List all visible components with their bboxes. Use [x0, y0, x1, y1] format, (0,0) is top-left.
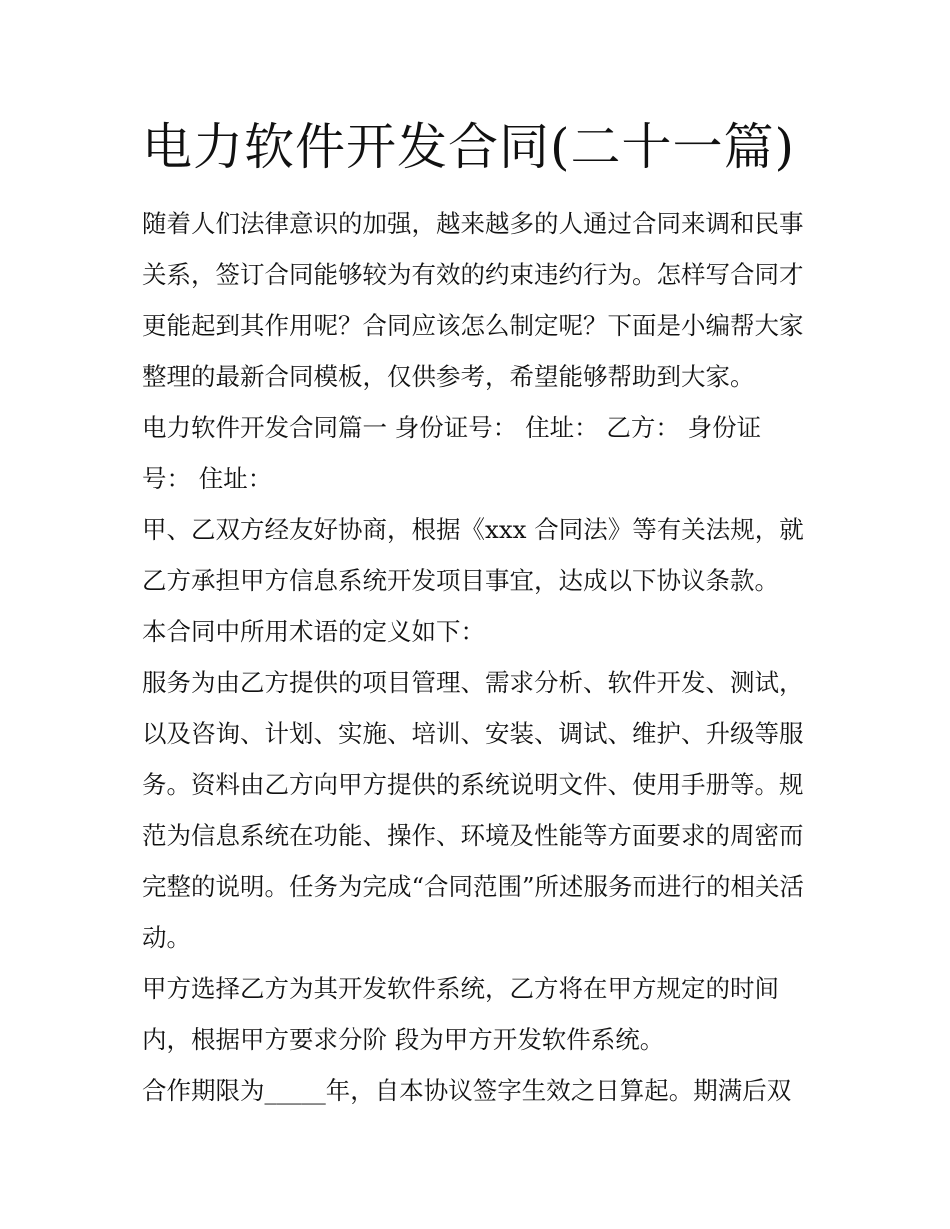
- document-title: 电力软件开发合同(二十一篇): [142, 118, 796, 176]
- text-line: 整理的最新合同模板，仅供参考，希望能够帮助到大家。: [142, 362, 755, 391]
- text-line: 内，根据甲方要求分阶 段为甲方开发软件系统。: [142, 1025, 665, 1054]
- text-line: 完整的说明。任务为完成“合同范围”所述服务而进行的相关活: [142, 872, 805, 901]
- text-line: 以及咨询、计划、实施、培训、安装、调试、维护、升级等服: [142, 719, 804, 748]
- text-line: 关系，签订合同能够较为有效的约束违约行为。怎样写合同才: [142, 260, 804, 289]
- text-line: 动。: [142, 923, 191, 952]
- text-line: 本合同中所用术语的定义如下：: [142, 617, 485, 646]
- text-line: 范为信息系统在功能、操作、环境及性能等方面要求的周密而: [142, 821, 804, 850]
- document-body: [142, 198, 822, 1116]
- text-line: 乙方承担甲方信息系统开发项目事宜，达成以下协议条款。: [142, 566, 779, 595]
- text-line: 随着人们法律意识的加强，越来越多的人通过合同来调和民事: [142, 209, 804, 238]
- text-line: 务。资料由乙方向甲方提供的系统说明文件、使用手册等。规: [142, 770, 804, 799]
- text-line: 甲、乙双方经友好协商，根据《xxx 合同法》等有关法规，就: [142, 515, 804, 544]
- text-line: 更能起到其作用呢？合同应该怎么制定呢？下面是小编帮大家: [142, 311, 804, 340]
- text-line: 电力软件开发合同篇一 身份证号： 住址： 乙方： 身份证: [142, 413, 762, 442]
- text-line: 号： 住址：: [142, 464, 273, 493]
- text-line: 合作期限为_____年，自本协议签字生效之日算起。期满后双: [142, 1076, 792, 1105]
- text-line: 甲方选择乙方为其开发软件系统，乙方将在甲方规定的时间: [142, 974, 779, 1003]
- text-line: 服务为由乙方提供的项目管理、需求分析、软件开发、测试，: [142, 668, 804, 697]
